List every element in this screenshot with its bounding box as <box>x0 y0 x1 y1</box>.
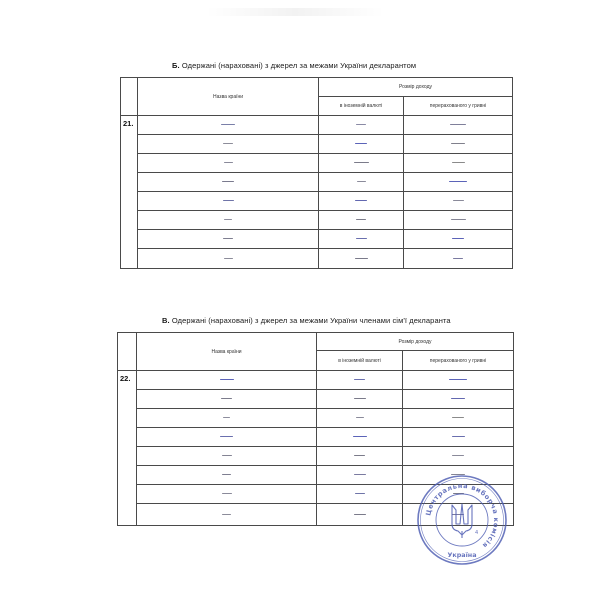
table-v-header-uah: перерахованого у гривні <box>403 351 514 371</box>
table-row <box>403 390 514 409</box>
dash-mark <box>356 238 367 239</box>
dash-mark <box>223 200 234 201</box>
dash-mark <box>223 238 233 239</box>
dash-mark <box>356 124 366 125</box>
table-row <box>317 428 403 447</box>
stamp-number: 4 <box>475 530 479 536</box>
table-row <box>138 192 319 211</box>
dash-mark <box>222 514 231 515</box>
table-row <box>403 371 514 390</box>
table-b-header-foreign: в іноземній валюті <box>319 97 404 116</box>
table-row <box>138 116 319 135</box>
dash-mark <box>222 493 232 494</box>
table-row <box>319 230 404 249</box>
table-row <box>137 390 317 409</box>
table-row <box>319 249 404 269</box>
dash-mark <box>355 493 365 494</box>
table-row <box>403 409 514 428</box>
table-b-header-uah: перерахованого у гривні <box>404 97 513 116</box>
table-row <box>317 409 403 428</box>
table-row <box>317 466 403 485</box>
dash-mark <box>452 417 464 418</box>
dash-mark <box>221 398 232 399</box>
table-row <box>138 154 319 173</box>
section-b-letter: Б. <box>172 61 180 70</box>
dash-mark <box>353 436 367 437</box>
table-row <box>319 173 404 192</box>
table-b-header-country: Назва країни <box>138 78 319 116</box>
table-row <box>404 192 513 211</box>
table-b-corner <box>121 78 138 116</box>
dash-mark <box>357 181 366 182</box>
dash-mark <box>451 143 465 144</box>
dash-mark <box>354 474 366 475</box>
dash-mark <box>449 379 467 380</box>
table-row <box>138 230 319 249</box>
section-v-title-text: Одержані (нараховані) з джерел за межами України членами сім'ї декларанта <box>171 316 451 325</box>
table-row <box>403 447 514 466</box>
section-v-title <box>162 316 451 325</box>
table-row <box>137 504 317 526</box>
table-row <box>317 447 403 466</box>
dash-mark <box>449 181 467 182</box>
dash-mark <box>222 181 234 182</box>
dash-mark <box>453 200 464 201</box>
dash-mark <box>220 379 234 380</box>
table-row <box>319 211 404 230</box>
trident-icon <box>452 504 472 538</box>
table-row <box>137 428 317 447</box>
table-row <box>317 371 403 390</box>
table-row <box>138 249 319 269</box>
dash-mark <box>354 162 369 163</box>
table-v-corner <box>118 333 137 371</box>
table-row <box>137 409 317 428</box>
dash-mark <box>223 417 230 418</box>
dash-mark <box>222 455 232 456</box>
section-v-letter: В. <box>162 316 170 325</box>
dash-mark <box>355 258 368 259</box>
dash-mark <box>220 436 233 437</box>
table-row <box>404 135 513 154</box>
table-row <box>404 230 513 249</box>
table-v-header-amount: Розмір доходу <box>317 333 514 351</box>
dash-mark <box>451 219 466 220</box>
dash-mark <box>452 455 464 456</box>
table-row <box>404 249 513 269</box>
dash-mark <box>221 124 235 125</box>
dash-mark <box>452 162 465 163</box>
dash-mark <box>354 398 366 399</box>
dash-mark <box>222 474 231 475</box>
table-v-header-foreign: в іноземній валюті <box>317 351 403 371</box>
dash-mark <box>224 219 232 220</box>
table-row <box>319 135 404 154</box>
dash-mark <box>224 258 233 259</box>
dash-mark <box>452 238 464 239</box>
table-row <box>404 116 513 135</box>
dash-mark <box>451 398 465 399</box>
table-row <box>137 447 317 466</box>
table-row <box>317 485 403 504</box>
section-b-title <box>172 61 416 70</box>
dash-mark <box>450 124 466 125</box>
table-row <box>319 192 404 211</box>
dash-mark <box>354 514 366 515</box>
table-row <box>137 485 317 504</box>
table-b-row-number: 21. <box>121 116 138 269</box>
dash-mark <box>224 162 233 163</box>
table-v-row-number: 22. <box>118 371 137 526</box>
table-row <box>138 135 319 154</box>
table-row <box>138 173 319 192</box>
dash-mark <box>223 143 233 144</box>
dash-mark <box>355 143 367 144</box>
table-row <box>317 390 403 409</box>
table-row <box>404 173 513 192</box>
dash-mark <box>354 455 365 456</box>
table-b-header-amount: Розмір доходу <box>319 78 513 97</box>
dash-mark <box>452 436 465 437</box>
dash-mark <box>354 379 365 380</box>
table-foreign-income-declarant <box>120 77 513 269</box>
dash-mark <box>453 258 463 259</box>
svg-text:Центральна виборча комісія <box>424 482 500 550</box>
table-row <box>404 154 513 173</box>
scan-artifact <box>205 8 385 16</box>
table-row <box>404 211 513 230</box>
dash-mark <box>356 219 366 220</box>
table-row <box>137 371 317 390</box>
official-stamp <box>416 474 508 566</box>
table-row <box>138 211 319 230</box>
stamp-bottom-text: Україна <box>447 551 477 559</box>
table-row <box>403 428 514 447</box>
dash-mark <box>355 200 367 201</box>
table-v-header-country: Назва країни <box>137 333 317 371</box>
table-row <box>317 504 403 526</box>
section-b-title-text: Одержані (нараховані) з джерел за межами України декларантом <box>181 61 417 70</box>
table-row <box>137 466 317 485</box>
dash-mark <box>356 417 364 418</box>
table-row <box>319 116 404 135</box>
stamp-ring-text: Центральна виборча комісія <box>424 481 501 550</box>
table-row <box>319 154 404 173</box>
